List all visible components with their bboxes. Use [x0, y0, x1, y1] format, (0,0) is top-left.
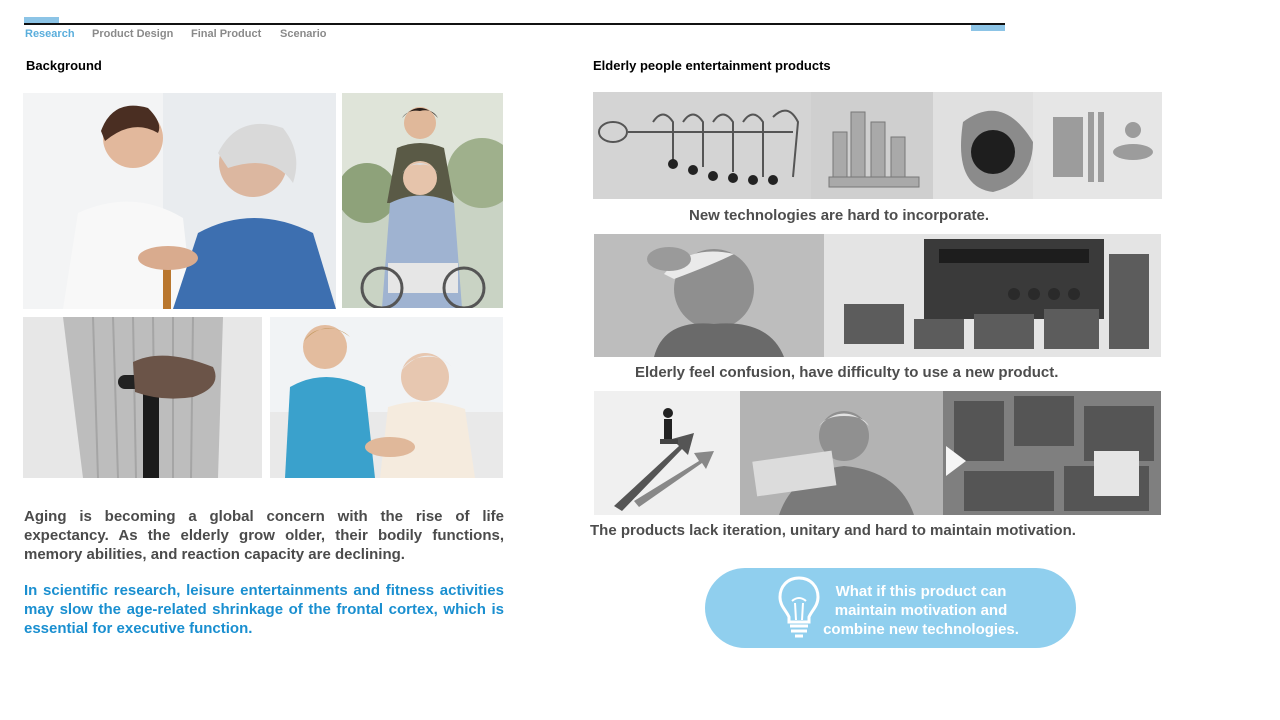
photo-iteration-motivation	[594, 391, 1161, 515]
caption-elderly-confusion: Elderly feel confusion, have difficulty to use a new product.	[635, 364, 1059, 381]
background-paragraph: Aging is becoming a global concern with the rise of life expectancy. As the elderly grow older, their bodily functions, memory abilities, and reaction capacity are declining.	[24, 508, 504, 563]
background-heading: Background	[26, 58, 102, 73]
photo-confused-man-learning-kits	[594, 234, 1161, 357]
header-accent-mark	[971, 25, 1005, 31]
products-heading: Elderly people entertainment products	[593, 58, 831, 73]
photo-nurse-with-seated-woman	[270, 317, 503, 478]
tab-final-product[interactable]: Final Product	[191, 28, 262, 40]
photo-nurse-and-elderly-woman	[23, 93, 336, 309]
caption-new-technologies: New technologies are hard to incorporate.	[689, 207, 990, 224]
header-divider	[24, 23, 1005, 25]
caption-products-lack-iteration: The products lack iteration, unitary and hard to maintain motivation.	[590, 522, 1076, 539]
photo-hand-on-cane	[23, 317, 262, 478]
tab-product-design[interactable]: Product Design	[92, 28, 174, 40]
tab-research[interactable]: Research	[25, 28, 75, 40]
callout-text: What if this product can maintain motivation and combine new technologies.	[823, 583, 1019, 638]
research-paragraph: In scientific research, leisure entertainments and fitness activities may slow the age-related shrinkage of the frontal cortex, which is essential for executive function.	[24, 582, 504, 637]
photo-caregiver-wheelchair	[342, 93, 503, 308]
tab-scenario[interactable]: Scenario	[280, 28, 327, 40]
photo-puzzle-toys	[593, 92, 1162, 199]
